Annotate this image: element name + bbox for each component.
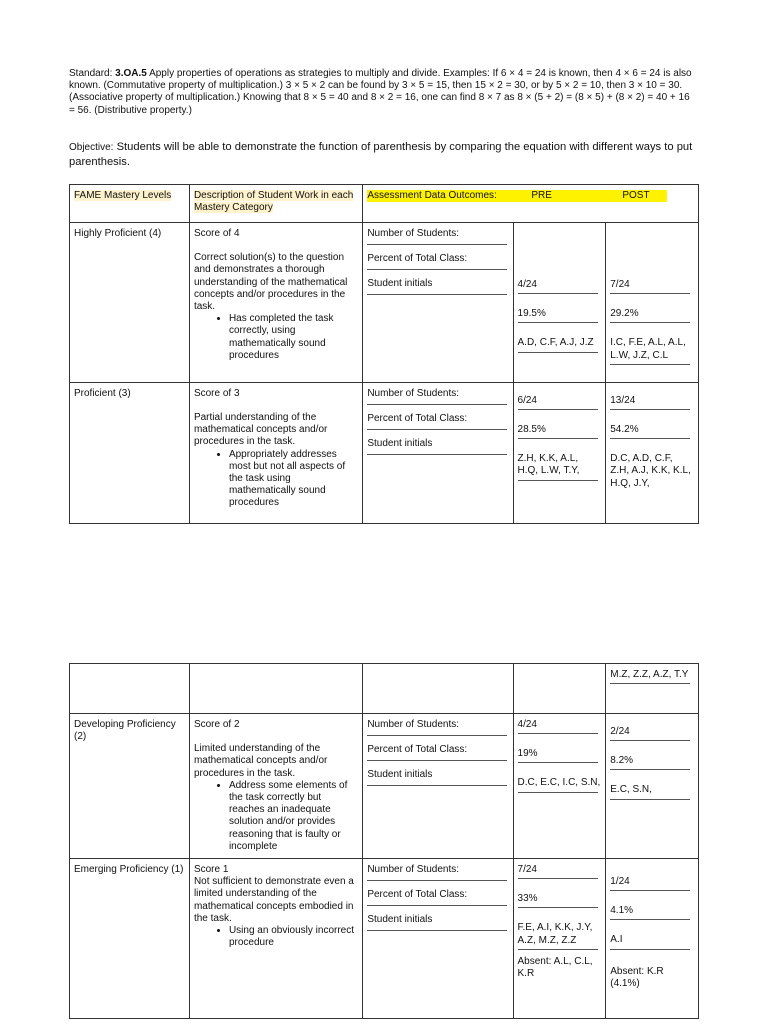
standard-paragraph [69, 68, 695, 117]
post-number: 13/24 [610, 394, 636, 406]
post-initials: I.C, F.E, A.L, A.L, L.W, J.Z, C.L [610, 337, 686, 361]
metric-label-number: Number of Students: [367, 387, 460, 399]
header-description: Description of Student Work in each Mastery Category [193, 190, 354, 214]
metric-label-percent: Percent of Total Class: [367, 889, 468, 900]
pre-initials: A.D, C.F, A.J, J.Z [517, 337, 594, 349]
table-row [70, 859, 699, 1019]
post-initials: D.C, A.D, C.F, Z.H, A.J, K.K, K.L, H.Q, J.Y, [610, 453, 691, 489]
level-cell: Highly Proficient (4) [70, 223, 190, 383]
score-label: Score of 4 [193, 228, 240, 239]
table-header-row [70, 185, 699, 223]
header-pre: PRE [531, 190, 552, 201]
post-cell [606, 714, 699, 859]
post-percent: 4.1% [610, 905, 634, 917]
pre-absent: Absent: A.L, C.L, K.R [517, 955, 593, 980]
metric-label-number: Number of Students: [367, 719, 460, 730]
score-description: Correct solution(s) to the question and demonstrates a thorough understanding of the mathematical concepts and/or procedures in the task. [193, 252, 348, 313]
level-cell: Developing Proficiency (2) [70, 714, 190, 859]
metric-labels-cell [363, 859, 513, 1019]
description-cell [189, 714, 362, 859]
pre-percent: 28.5% [517, 424, 546, 436]
header-outcomes: Assessment Data Outcomes: [367, 190, 497, 201]
pre-initials: F.E, A.I, K.K, J.Y, A.Z, M.Z, Z.Z [517, 922, 593, 946]
pre-cell [513, 859, 606, 1019]
criteria-bullet: • Using an obviously incorrect procedure [229, 925, 358, 949]
pre-cell [513, 223, 606, 383]
score-label: Score of 2 [193, 719, 240, 730]
metric-label-initials: Student initials [367, 914, 433, 925]
metric-label-initials: Student initials [367, 437, 433, 449]
table-row [70, 223, 699, 383]
pre-cell [513, 714, 606, 859]
header-outcomes-cell [363, 185, 699, 223]
table-row [70, 714, 699, 859]
score-label: Score 1 [193, 864, 229, 875]
post-initials: E.C, S.N, [610, 784, 652, 796]
post-number: 2/24 [610, 726, 630, 737]
header-levels: FAME Mastery Levels [74, 190, 172, 201]
pre-number: 6/24 [517, 394, 537, 406]
post-cell [606, 859, 699, 1019]
header-description-cell [189, 185, 362, 223]
metric-labels-cell [363, 714, 513, 859]
pre-number: 7/24 [517, 864, 537, 875]
criteria-bullet: • Appropriately addresses most but not all aspects of the task using mathematically sound procedures [229, 449, 358, 510]
post-cell [606, 382, 699, 523]
standard-text: Apply properties of operations as strategies to multiply and divide. Examples: If 6 × 4 = 24 is known, then 4 × 6 = 24 is also known. (Commutative property of multiplication.) 3 × 5 × 2 can be found by 3 × 5 = 15, then 15 × 2 = 30, or by 5 × 2 = 10, then 3 × 10 = 30. (Associative property of multiplication.) Knowing that 8 × 5 = 40 and 8 × 2 = 16, one can find 8 × 7 as 8 × (5 + 2) = (8 × 5) + (8 × 2) = 40 + 16 = 56. (Distributive property.) [69, 68, 692, 116]
objective-label: Objective: [69, 142, 114, 153]
score-description: Not sufficient to demonstrate even a limited understanding of the mathematical concepts embodied in the task. [193, 876, 354, 924]
post-percent: 8.2% [610, 755, 634, 767]
standard-code: 3.OA.5 [115, 68, 147, 79]
post-percent: 54.2% [610, 424, 639, 436]
post-initials-continued: M.Z, Z.Z, A.Z, T.Y [610, 669, 689, 680]
metric-label-initials: Student initials [367, 278, 433, 289]
level-cell: Proficient (3) [70, 382, 190, 523]
criteria-bullet: • Address some elements of the task correctly but reaches an inadequate solution and/or provides reasoning that is faulty or incomplete [229, 780, 358, 853]
header-levels-cell [70, 185, 190, 223]
objective-text: Students will be able to demonstrate the function of parenthesis by comparing the equation with different ways to put parenthesis. [69, 141, 693, 168]
table-row [70, 382, 699, 523]
header-post: POST [622, 190, 650, 201]
pre-initials: Z.H, K.K, A.L, H.Q, L.W, T.Y, [517, 453, 580, 477]
score-label: Score of 3 [193, 387, 240, 399]
pre-number: 4/24 [517, 279, 537, 290]
metric-label-percent: Percent of Total Class: [367, 744, 468, 755]
metric-label-number: Number of Students: [367, 228, 460, 239]
metric-label-percent: Percent of Total Class: [367, 412, 468, 424]
metric-labels-cell [363, 382, 513, 523]
post-initials: A.I [610, 934, 623, 946]
continued-row [70, 664, 699, 714]
pre-percent: 19.5% [517, 308, 546, 320]
metric-label-percent: Percent of Total Class: [367, 253, 468, 264]
level-cell: Emerging Proficiency (1) [70, 859, 190, 1019]
score-description: Limited understanding of the mathematical concepts and/or procedures in the task. [193, 743, 328, 779]
post-cell [606, 223, 699, 383]
criteria-bullet: • Has completed the task correctly, using mathematically sound procedures [229, 313, 358, 362]
metric-labels-cell [363, 223, 513, 383]
post-percent: 29.2% [610, 308, 639, 320]
post-number: 7/24 [610, 279, 630, 290]
standard-label: Standard: [69, 68, 113, 79]
metric-label-initials: Student initials [367, 769, 433, 780]
pre-percent: 19% [517, 748, 538, 760]
description-cell [189, 382, 362, 523]
pre-initials: D.C, E.C, I.C, S.N, [517, 777, 601, 789]
metric-label-number: Number of Students: [367, 864, 460, 875]
post-absent: Absent: K.R (4.1%) [610, 965, 664, 989]
post-number: 1/24 [610, 876, 630, 887]
description-cell [189, 859, 362, 1019]
objective-paragraph [69, 140, 699, 169]
post-cell [606, 664, 699, 714]
pre-percent: 33% [517, 893, 538, 905]
mastery-table-page-2 [69, 663, 699, 1019]
score-description: Partial understanding of the mathematical concepts and/or procedures in the task. [193, 412, 328, 448]
mastery-table-page-1 [69, 184, 699, 524]
pre-number: 4/24 [517, 719, 537, 730]
pre-cell [513, 382, 606, 523]
description-cell [189, 223, 362, 383]
